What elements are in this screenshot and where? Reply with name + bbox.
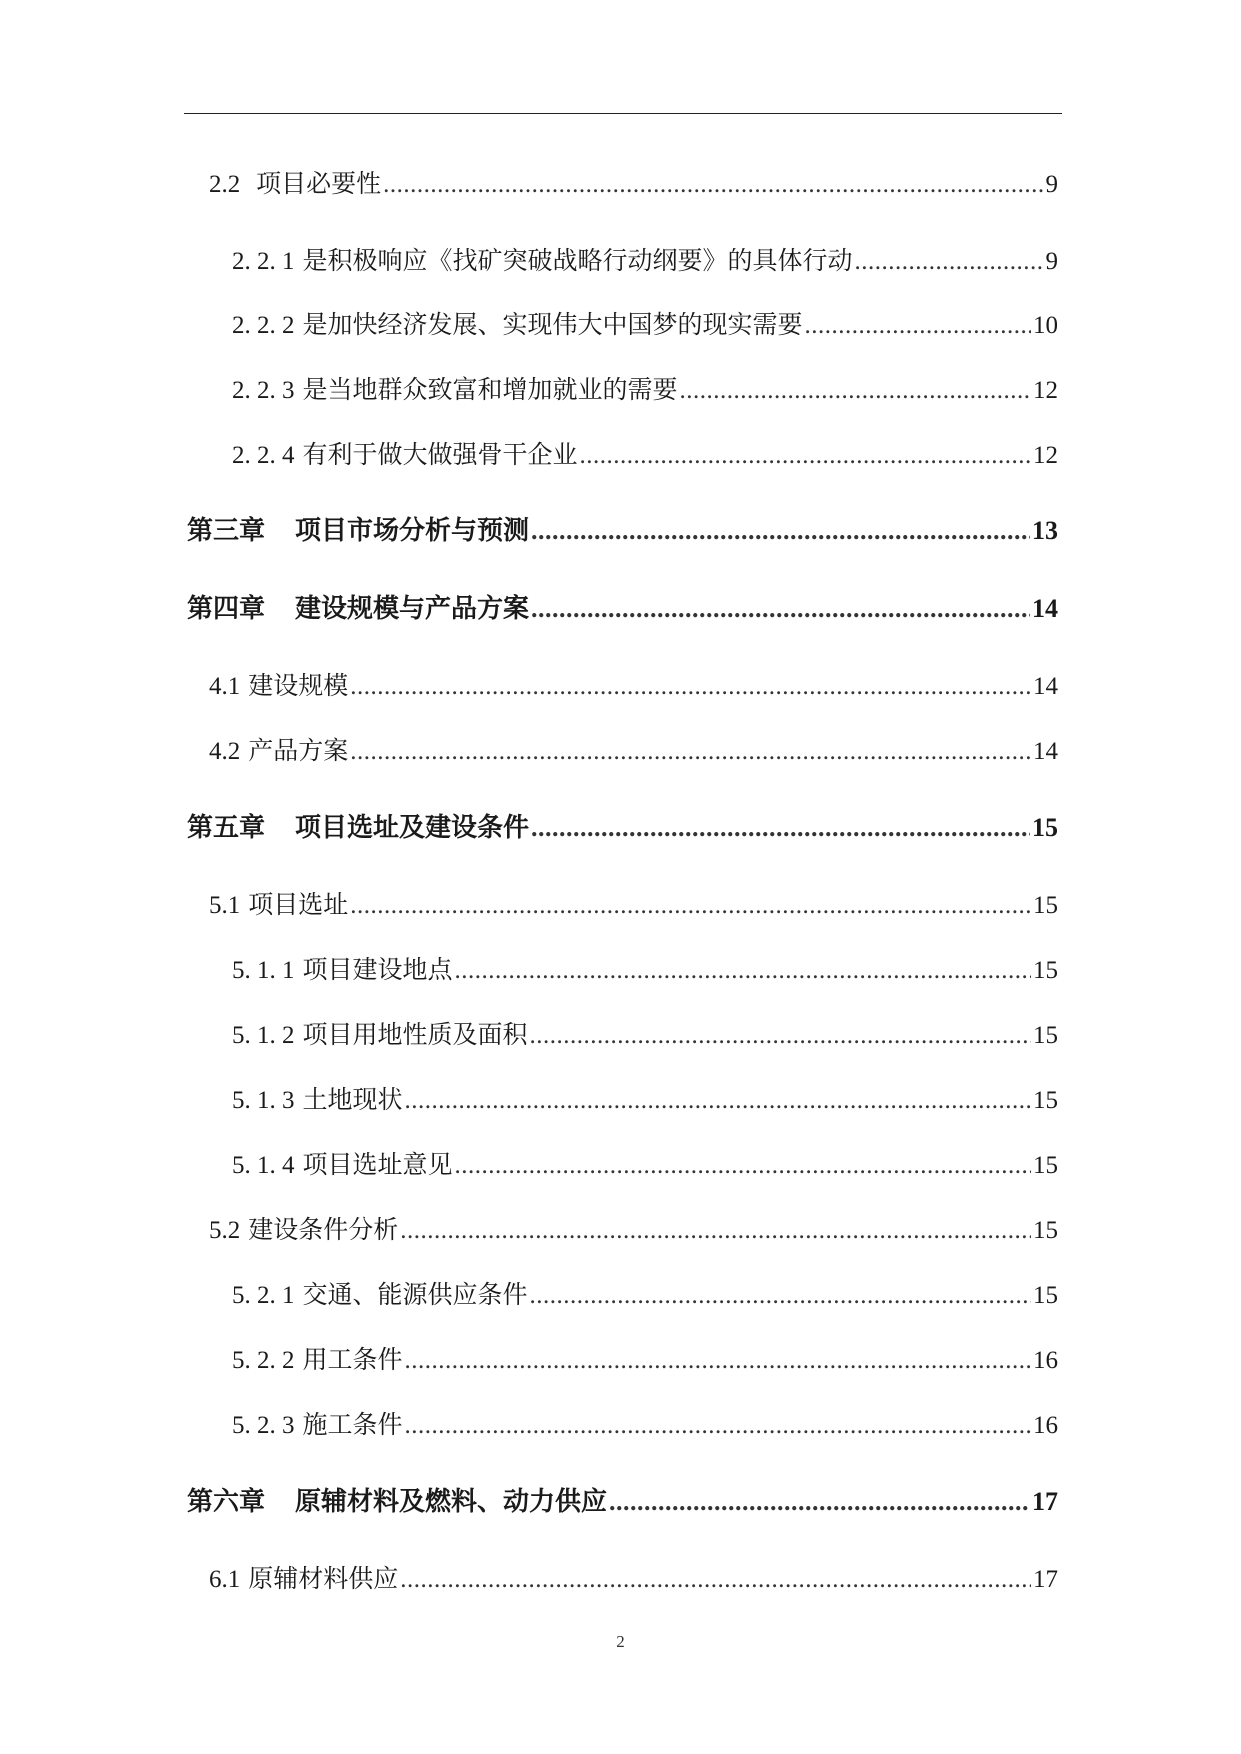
- toc-chapter-number: 第六章: [187, 1487, 266, 1517]
- toc-entry-page: 15: [1033, 1152, 1058, 1179]
- toc-dot-leader: [404, 1343, 1031, 1379]
- toc-chapter-3[interactable]: [0, 513, 1241, 549]
- toc-dot-leader: [531, 591, 1030, 627]
- toc-entry-page: 15: [1033, 1087, 1058, 1114]
- toc-entry-4-2[interactable]: [0, 733, 1241, 770]
- toc-entry-4-1[interactable]: [0, 668, 1241, 705]
- toc-dot-leader: [854, 244, 1043, 280]
- toc-chapter-title: 项目选址及建设条件: [295, 813, 530, 843]
- toc-chapter-title: 项目市场分析与预测: [295, 516, 530, 546]
- toc-entry-page: 15: [1033, 1022, 1058, 1049]
- toc-entry-number: 5.2: [209, 1217, 241, 1244]
- toc-entry-page: 17: [1032, 1487, 1058, 1516]
- toc-entry-page: 12: [1033, 442, 1058, 469]
- toc-entry-title: 交通、能源供应条件: [302, 1280, 528, 1309]
- toc-entry-number: 5. 2. 1: [232, 1282, 295, 1309]
- toc-dot-leader: [609, 1484, 1030, 1520]
- toc-entry-number: 2.2: [209, 171, 241, 198]
- toc-entry-page: 9: [1045, 171, 1058, 198]
- toc-dot-leader: [454, 953, 1031, 989]
- toc-dot-leader: [454, 1148, 1031, 1184]
- toc-entry-page: 15: [1033, 957, 1058, 984]
- toc-entry-page: 10: [1033, 312, 1058, 339]
- toc-dot-leader: [383, 167, 1043, 203]
- toc-chapter-number: 第四章: [187, 594, 266, 624]
- toc-entry-2-2-3[interactable]: [0, 372, 1241, 409]
- toc-entry-title: 项目选址: [248, 890, 349, 919]
- toc-chapter-title: 建设规模与产品方案: [295, 594, 530, 624]
- toc-entry-number: 5. 1. 2: [232, 1022, 295, 1049]
- toc-entry-5-1-2[interactable]: [0, 1017, 1241, 1054]
- toc-entry-page: 15: [1032, 813, 1058, 842]
- toc-dot-leader: [679, 373, 1031, 409]
- toc-entry-title: 是当地群众致富和增加就业的需要: [302, 375, 678, 404]
- toc-dot-leader: [404, 1083, 1031, 1119]
- toc-entry-title: 项目必要性: [256, 169, 382, 198]
- toc-dot-leader: [579, 438, 1031, 474]
- toc-entry-title: 建设规模: [248, 671, 349, 700]
- toc-dot-leader: [350, 734, 1031, 770]
- toc-entry-title: 原辅材料供应: [248, 1564, 399, 1593]
- toc-entry-5-1-4[interactable]: [0, 1147, 1241, 1184]
- toc-entry-page: 9: [1045, 248, 1058, 275]
- toc-dot-leader: [529, 1278, 1031, 1314]
- toc-entry-title: 项目选址意见: [302, 1150, 453, 1179]
- toc-chapter-number: 第三章: [187, 516, 266, 546]
- toc-entry-title: 建设条件分析: [248, 1215, 399, 1244]
- toc-entry-title: 项目用地性质及面积: [302, 1020, 528, 1049]
- toc-entry-page: 15: [1033, 1282, 1058, 1309]
- toc-entry-title: 是加快经济发展、实现伟大中国梦的现实需要: [302, 310, 803, 339]
- toc-entry-page: 13: [1032, 516, 1058, 545]
- toc-entry-title: 土地现状: [302, 1085, 403, 1114]
- toc-entry-number: 2. 2. 4: [232, 442, 295, 469]
- toc-chapter-number: 第五章: [187, 813, 266, 843]
- toc-entry-number: 5. 1. 3: [232, 1087, 295, 1114]
- toc-dot-leader: [804, 308, 1031, 344]
- toc-entry-number: 2. 2. 2: [232, 312, 295, 339]
- toc-entry-page: 12: [1033, 377, 1058, 404]
- toc-chapter-5[interactable]: [0, 810, 1241, 846]
- toc-entry-5-1-3[interactable]: [0, 1082, 1241, 1119]
- page-number: 2: [616, 1632, 625, 1651]
- toc-entry-6-1[interactable]: [0, 1561, 1241, 1598]
- toc-entry-page: 17: [1033, 1566, 1058, 1593]
- toc-entry-title: 用工条件: [302, 1345, 403, 1374]
- toc-entry-number: 4.2: [209, 738, 241, 765]
- toc-entry-2-2-2[interactable]: [0, 307, 1241, 344]
- toc-entry-2-2-4[interactable]: [0, 437, 1241, 474]
- toc-dot-leader: [400, 1562, 1031, 1598]
- toc-entry-2-2-1[interactable]: [0, 243, 1241, 280]
- toc-entry-page: 15: [1033, 1217, 1058, 1244]
- toc-chapter-4[interactable]: [0, 591, 1241, 627]
- toc-entry-page: 14: [1033, 673, 1058, 700]
- toc-dot-leader: [350, 888, 1031, 924]
- toc-entry-page: 16: [1033, 1412, 1058, 1439]
- toc-entry-page: 14: [1033, 738, 1058, 765]
- toc-entry-number: 6.1: [209, 1566, 241, 1593]
- toc-entry-number: 5. 2. 2: [232, 1347, 295, 1374]
- toc-dot-leader: [400, 1213, 1031, 1249]
- toc-entry-number: 5. 2. 3: [232, 1412, 295, 1439]
- toc-entry-5-1[interactable]: [0, 887, 1241, 924]
- toc-entry-number: 5. 1. 4: [232, 1152, 295, 1179]
- toc-entry-number: 2. 2. 1: [232, 248, 295, 275]
- toc-entry-page: 14: [1032, 594, 1058, 623]
- toc-entry-number: 5. 1. 1: [232, 957, 295, 984]
- toc-dot-leader: [531, 810, 1030, 846]
- toc-entry-title: 有利于做大做强骨干企业: [302, 440, 578, 469]
- toc-chapter-6[interactable]: [0, 1484, 1241, 1520]
- toc-entry-5-2[interactable]: [0, 1212, 1241, 1249]
- toc-dot-leader: [404, 1408, 1031, 1444]
- toc-entry-5-2-2[interactable]: [0, 1342, 1241, 1379]
- toc-entry-title: 产品方案: [248, 736, 349, 765]
- toc-entry-5-2-1[interactable]: [0, 1277, 1241, 1314]
- toc-entry-number: 4.1: [209, 673, 241, 700]
- toc-entry-5-2-3[interactable]: [0, 1407, 1241, 1444]
- toc-chapter-title: 原辅材料及燃料、动力供应: [295, 1487, 608, 1517]
- toc-entry-title: 是积极响应《找矿突破战略行动纲要》的具体行动: [302, 246, 853, 275]
- toc-entry-number: 5.1: [209, 892, 241, 919]
- toc-dot-leader: [350, 669, 1031, 705]
- toc-dot-leader: [531, 513, 1030, 549]
- toc-entry-2-2[interactable]: [0, 166, 1241, 203]
- toc-entry-page: 16: [1033, 1347, 1058, 1374]
- toc-entry-number: 2. 2. 3: [232, 377, 295, 404]
- toc-dot-leader: [529, 1018, 1031, 1054]
- toc-entry-title: 施工条件: [302, 1410, 403, 1439]
- toc-entry-title: 项目建设地点: [302, 955, 453, 984]
- toc-entry-5-1-1[interactable]: [0, 952, 1241, 989]
- toc-entry-page: 15: [1033, 892, 1058, 919]
